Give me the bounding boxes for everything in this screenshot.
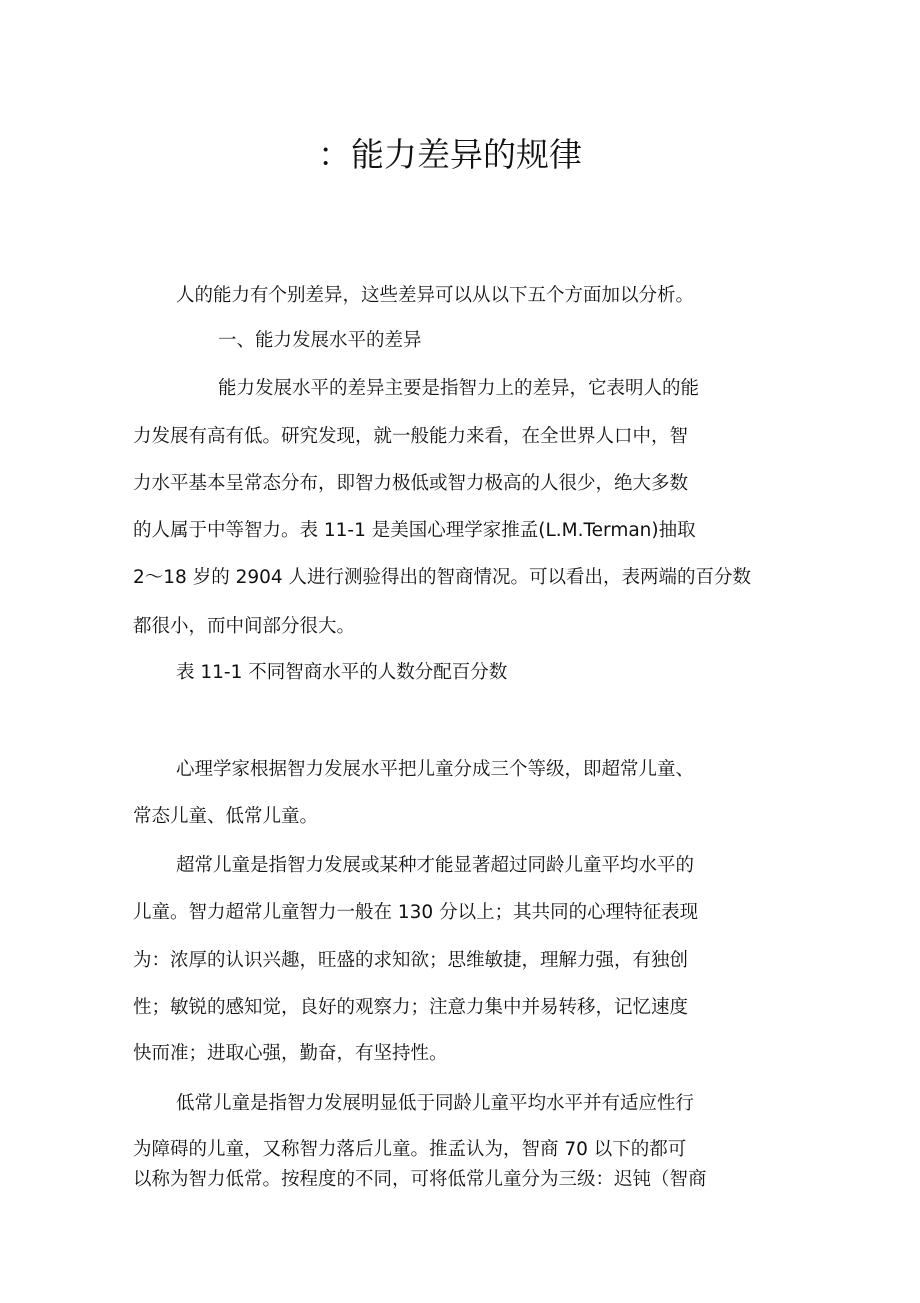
- paragraph-line: 能力发展水平的差异主要是指智力上的差异，它表明人的能: [218, 378, 700, 399]
- paragraph-line: 超常儿童是指智力发展或某种才能显著超过同龄儿童平均水平的: [176, 855, 695, 876]
- paragraph-line: 都很小，而中间部分很大。: [133, 616, 356, 637]
- section-heading: 一、能力发展水平的差异: [218, 330, 422, 351]
- paragraph-line: 人的能力有个别差异，这些差异可以从以下五个方面加以分析。: [176, 285, 695, 306]
- paragraph-line: 为障碍的儿童，又称智力落后儿童。推孟认为，智商 70 以下的都可: [133, 1139, 687, 1160]
- paragraph-line: 儿童。智力超常儿童智力一般在 130 分以上；其共同的心理特征表现: [133, 902, 699, 923]
- paragraph-line: 低常儿童是指智力发展明显低于同龄儿童平均水平并有适应性行: [176, 1093, 695, 1114]
- paragraph-line: 2〜18 岁的 2904 人进行测验得出的智商情况。可以看出，表两端的百分数: [133, 567, 752, 588]
- paragraph-line: 快而准；进取心强，勤奋，有坚持性。: [133, 1043, 448, 1064]
- paragraph-line: 力发展有高有低。研究发现，就一般能力来看，在全世界人口中，智: [133, 426, 689, 447]
- paragraph-line: 力水平基本呈常态分布，即智力极低或智力极高的人很少，绝大多数: [133, 473, 689, 494]
- paragraph-line: 常态儿童、低常儿童。: [133, 806, 319, 827]
- page-title: ：能力差异的规律: [318, 135, 582, 174]
- paragraph-line: 为：浓厚的认识兴趣，旺盛的求知欲；思维敏捷，理解力强，有独创: [133, 950, 689, 971]
- paragraph-line: 的人属于中等智力。表 11-1 是美国心理学家推孟(L.M.Terman)抽取: [133, 520, 696, 541]
- paragraph-line: 以称为智力低常。按程度的不同，可将低常儿童分为三级：迟钝（智商: [133, 1169, 707, 1190]
- paragraph-line: 心理学家根据智力发展水平把儿童分成三个等级，即超常儿童、: [176, 759, 695, 780]
- paragraph-line: 性；敏锐的感知觉，良好的观察力；注意力集中并易转移，记忆速度: [133, 997, 689, 1018]
- table-caption: 表 11-1 不同智商水平的人数分配百分数: [176, 662, 508, 683]
